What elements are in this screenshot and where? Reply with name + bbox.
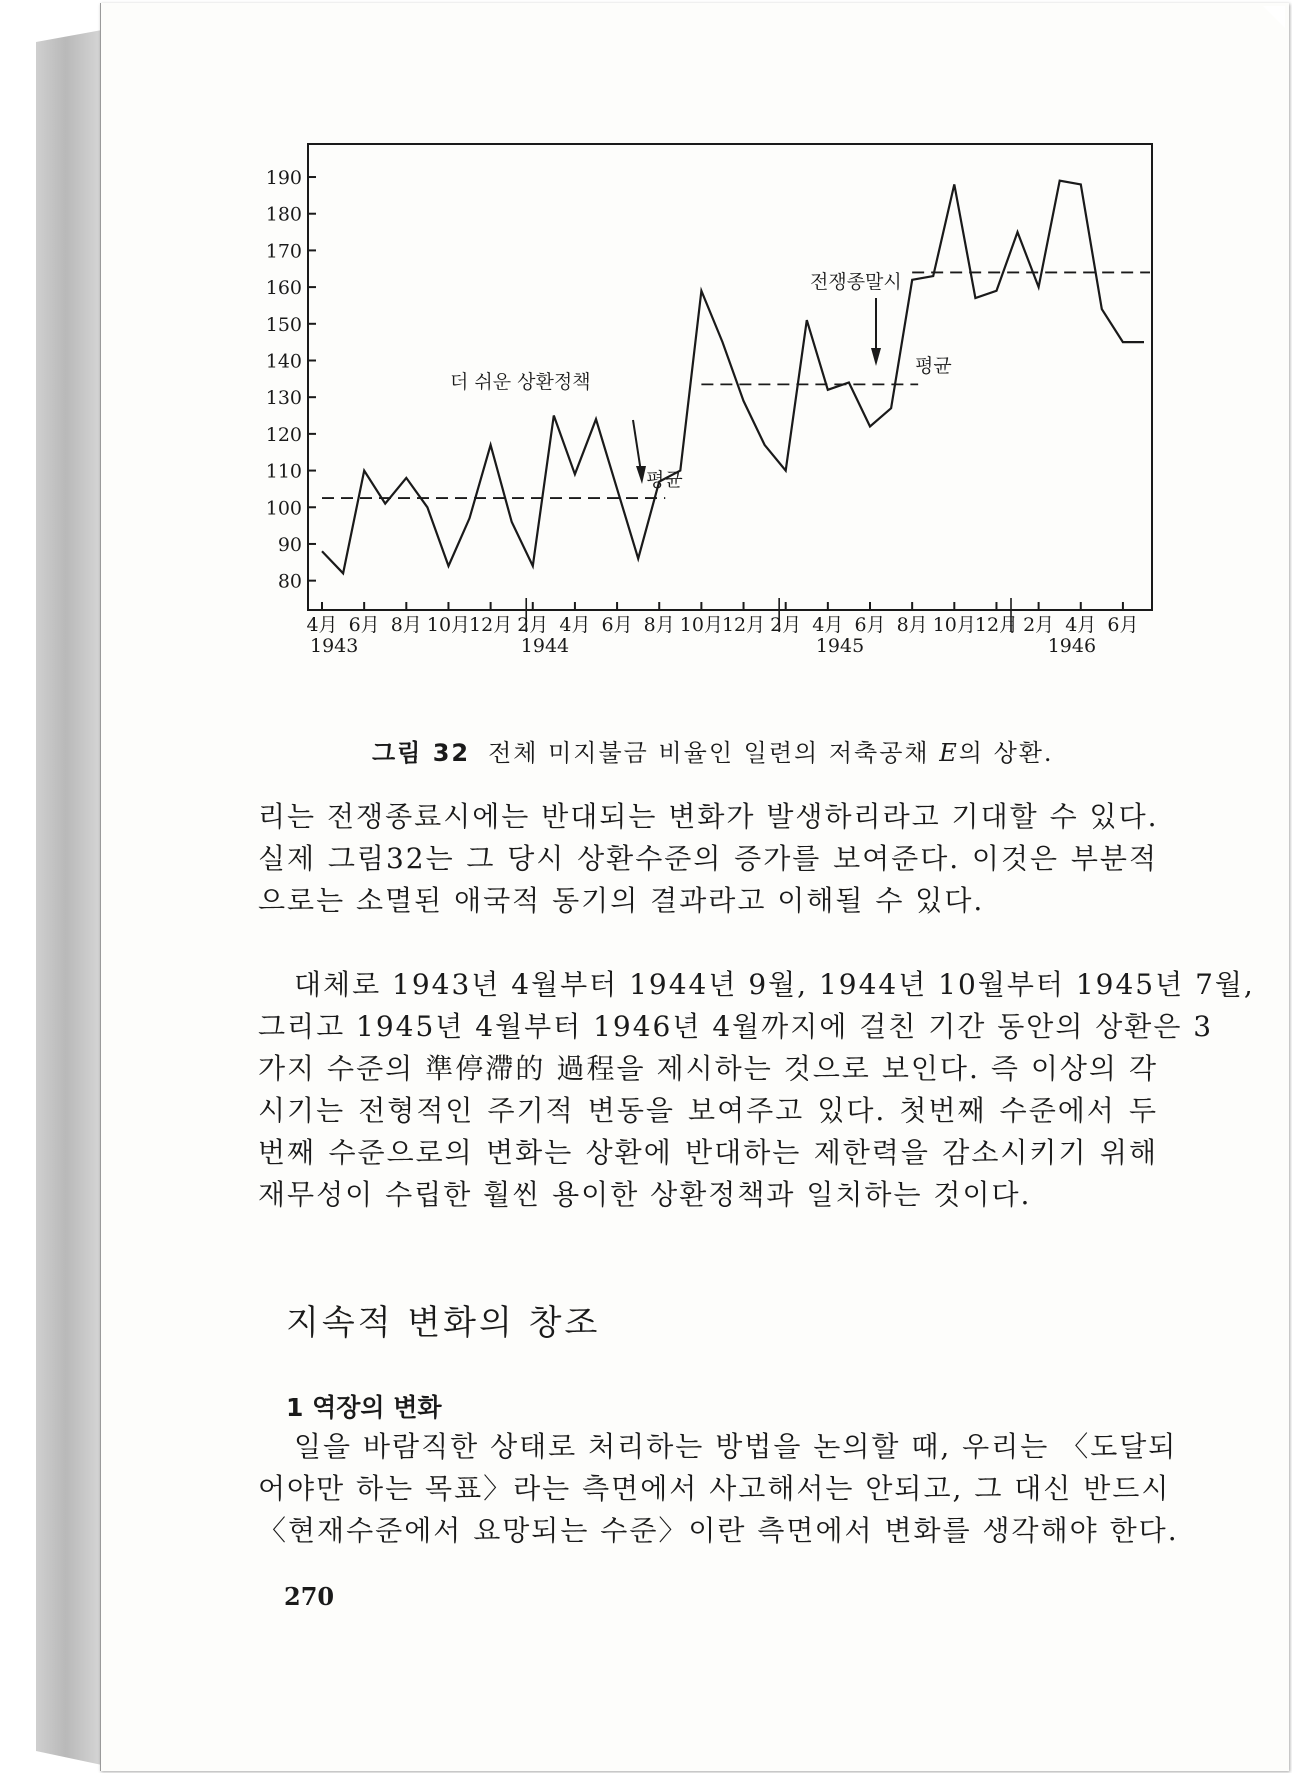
plot-frame xyxy=(308,144,1152,610)
y-tick-label: 150 xyxy=(265,313,302,336)
y-tick-label: 130 xyxy=(265,387,302,410)
y-tick-label: 100 xyxy=(265,497,302,520)
text-line: 그리고 1945년 4월부터 1946년 4월까지에 걸친 기간 동안의 상환은 3 xyxy=(258,1010,1214,1043)
x-tick-label: 2月 xyxy=(770,614,802,636)
x-tick-label: 4月 xyxy=(812,614,844,636)
text-line: 일을 바람직한 상태로 처리하는 방법을 논의할 때, 우리는 〈도달되 xyxy=(294,1430,1178,1463)
x-tick-label: 12月 xyxy=(469,614,513,636)
caption-text: 전체 미지불금 비율인 일련의 저축공채 xyxy=(488,739,940,767)
annotation-average-2: 평균 xyxy=(915,355,952,377)
year-label: 1944 xyxy=(520,635,570,657)
y-tick-label: 170 xyxy=(265,240,302,263)
figure-caption xyxy=(372,733,1172,768)
y-tick-label: 190 xyxy=(265,167,302,190)
y-tick-label: 120 xyxy=(265,423,302,446)
x-tick-label: 4月 xyxy=(559,614,591,636)
text-line: 리는 전쟁종료시에는 반대되는 변화가 발생하리라고 기대할 수 있다. xyxy=(258,800,1159,833)
x-tick-label: 10月 xyxy=(932,614,976,636)
page-corner-fold xyxy=(1263,6,1285,28)
text-line: 어야만 하는 목표〉라는 측면에서 사고해서는 안되고, 그 대신 반드시 xyxy=(258,1472,1171,1505)
y-tick-label: 180 xyxy=(265,203,302,226)
year-label: 1945 xyxy=(815,635,865,657)
x-tick-label: 6月 xyxy=(601,614,633,636)
year-label: 1946 xyxy=(1047,635,1097,657)
x-tick-label: 6月 xyxy=(854,614,886,636)
x-tick-label: 8月 xyxy=(390,614,422,636)
book-spine-edge xyxy=(36,30,102,1765)
annotation-average-1: 평균 xyxy=(646,469,683,491)
x-tick-label: 8月 xyxy=(896,614,928,636)
text-line: 〈현재수준에서 요망되는 수준〉이란 측면에서 변화를 생각해야 한다. xyxy=(258,1514,1179,1547)
annotation-war-end: 전쟁종말시 xyxy=(810,271,902,293)
text-line: 가지 수준의 準停滯的 過程을 제시하는 것으로 보인다. 즉 이상의 각 xyxy=(258,1052,1158,1085)
text-line: 으로는 소멸된 애국적 동기의 결과라고 이해될 수 있다. xyxy=(258,884,985,917)
caption-suffix: 의 상환. xyxy=(958,739,1054,767)
x-tick-label: 10月 xyxy=(426,614,471,636)
x-tick-label: 10月 xyxy=(679,614,723,636)
x-tick-label: 6月 xyxy=(1107,614,1139,636)
y-tick-label: 160 xyxy=(265,277,302,300)
redemption-line-chart xyxy=(250,120,1170,730)
y-tick-label: 90 xyxy=(277,533,302,556)
x-tick-label: 6月 xyxy=(348,614,380,636)
x-tick-label: 2月 xyxy=(1023,614,1055,636)
text-line: 대체로 1943년 4월부터 1944년 9월, 1944년 10월부터 1945년 7월, xyxy=(294,968,1255,1001)
caption-label: 그림 32 xyxy=(372,739,471,767)
text-line: 재무성이 수립한 훨씬 용이한 상환정책과 일치하는 것이다. xyxy=(258,1178,1032,1211)
text-line: 시기는 전형적인 주기적 변동을 보여주고 있다. 첫번째 수준에서 두 xyxy=(258,1094,1158,1127)
page-number: 270 xyxy=(284,1582,335,1611)
y-tick-label: 80 xyxy=(277,570,302,593)
arrow-war-end xyxy=(871,298,881,366)
year-label: 1943 xyxy=(310,635,359,657)
series-line-redemption xyxy=(322,181,1144,574)
x-tick-label: 4月 xyxy=(1065,614,1097,636)
arrow-easier-policy xyxy=(633,420,646,484)
x-tick-label: 4月 xyxy=(306,614,338,636)
subsection-title: 1 역장의 변화 xyxy=(286,1393,442,1422)
y-tick-label: 140 xyxy=(265,350,302,373)
x-tick-label: 12月 xyxy=(721,614,766,636)
x-tick-label: 2月 xyxy=(517,614,549,636)
text-line: 번째 수준으로의 변화는 상환에 반대하는 제한력을 감소시키기 위해 xyxy=(258,1136,1158,1169)
annotation-easier-policy: 더 쉬운 상환정책 xyxy=(450,371,591,393)
y-tick-label: 110 xyxy=(265,460,302,483)
x-tick-label: 12月 xyxy=(974,614,1019,636)
x-tick-label: 8月 xyxy=(643,614,675,636)
caption-variable: E xyxy=(939,739,959,767)
text-line: 실제 그림32는 그 당시 상환수준의 증가를 보여준다. 이것은 부분적 xyxy=(258,842,1158,875)
section-title: 지속적 변화의 창조 xyxy=(286,1303,601,1343)
